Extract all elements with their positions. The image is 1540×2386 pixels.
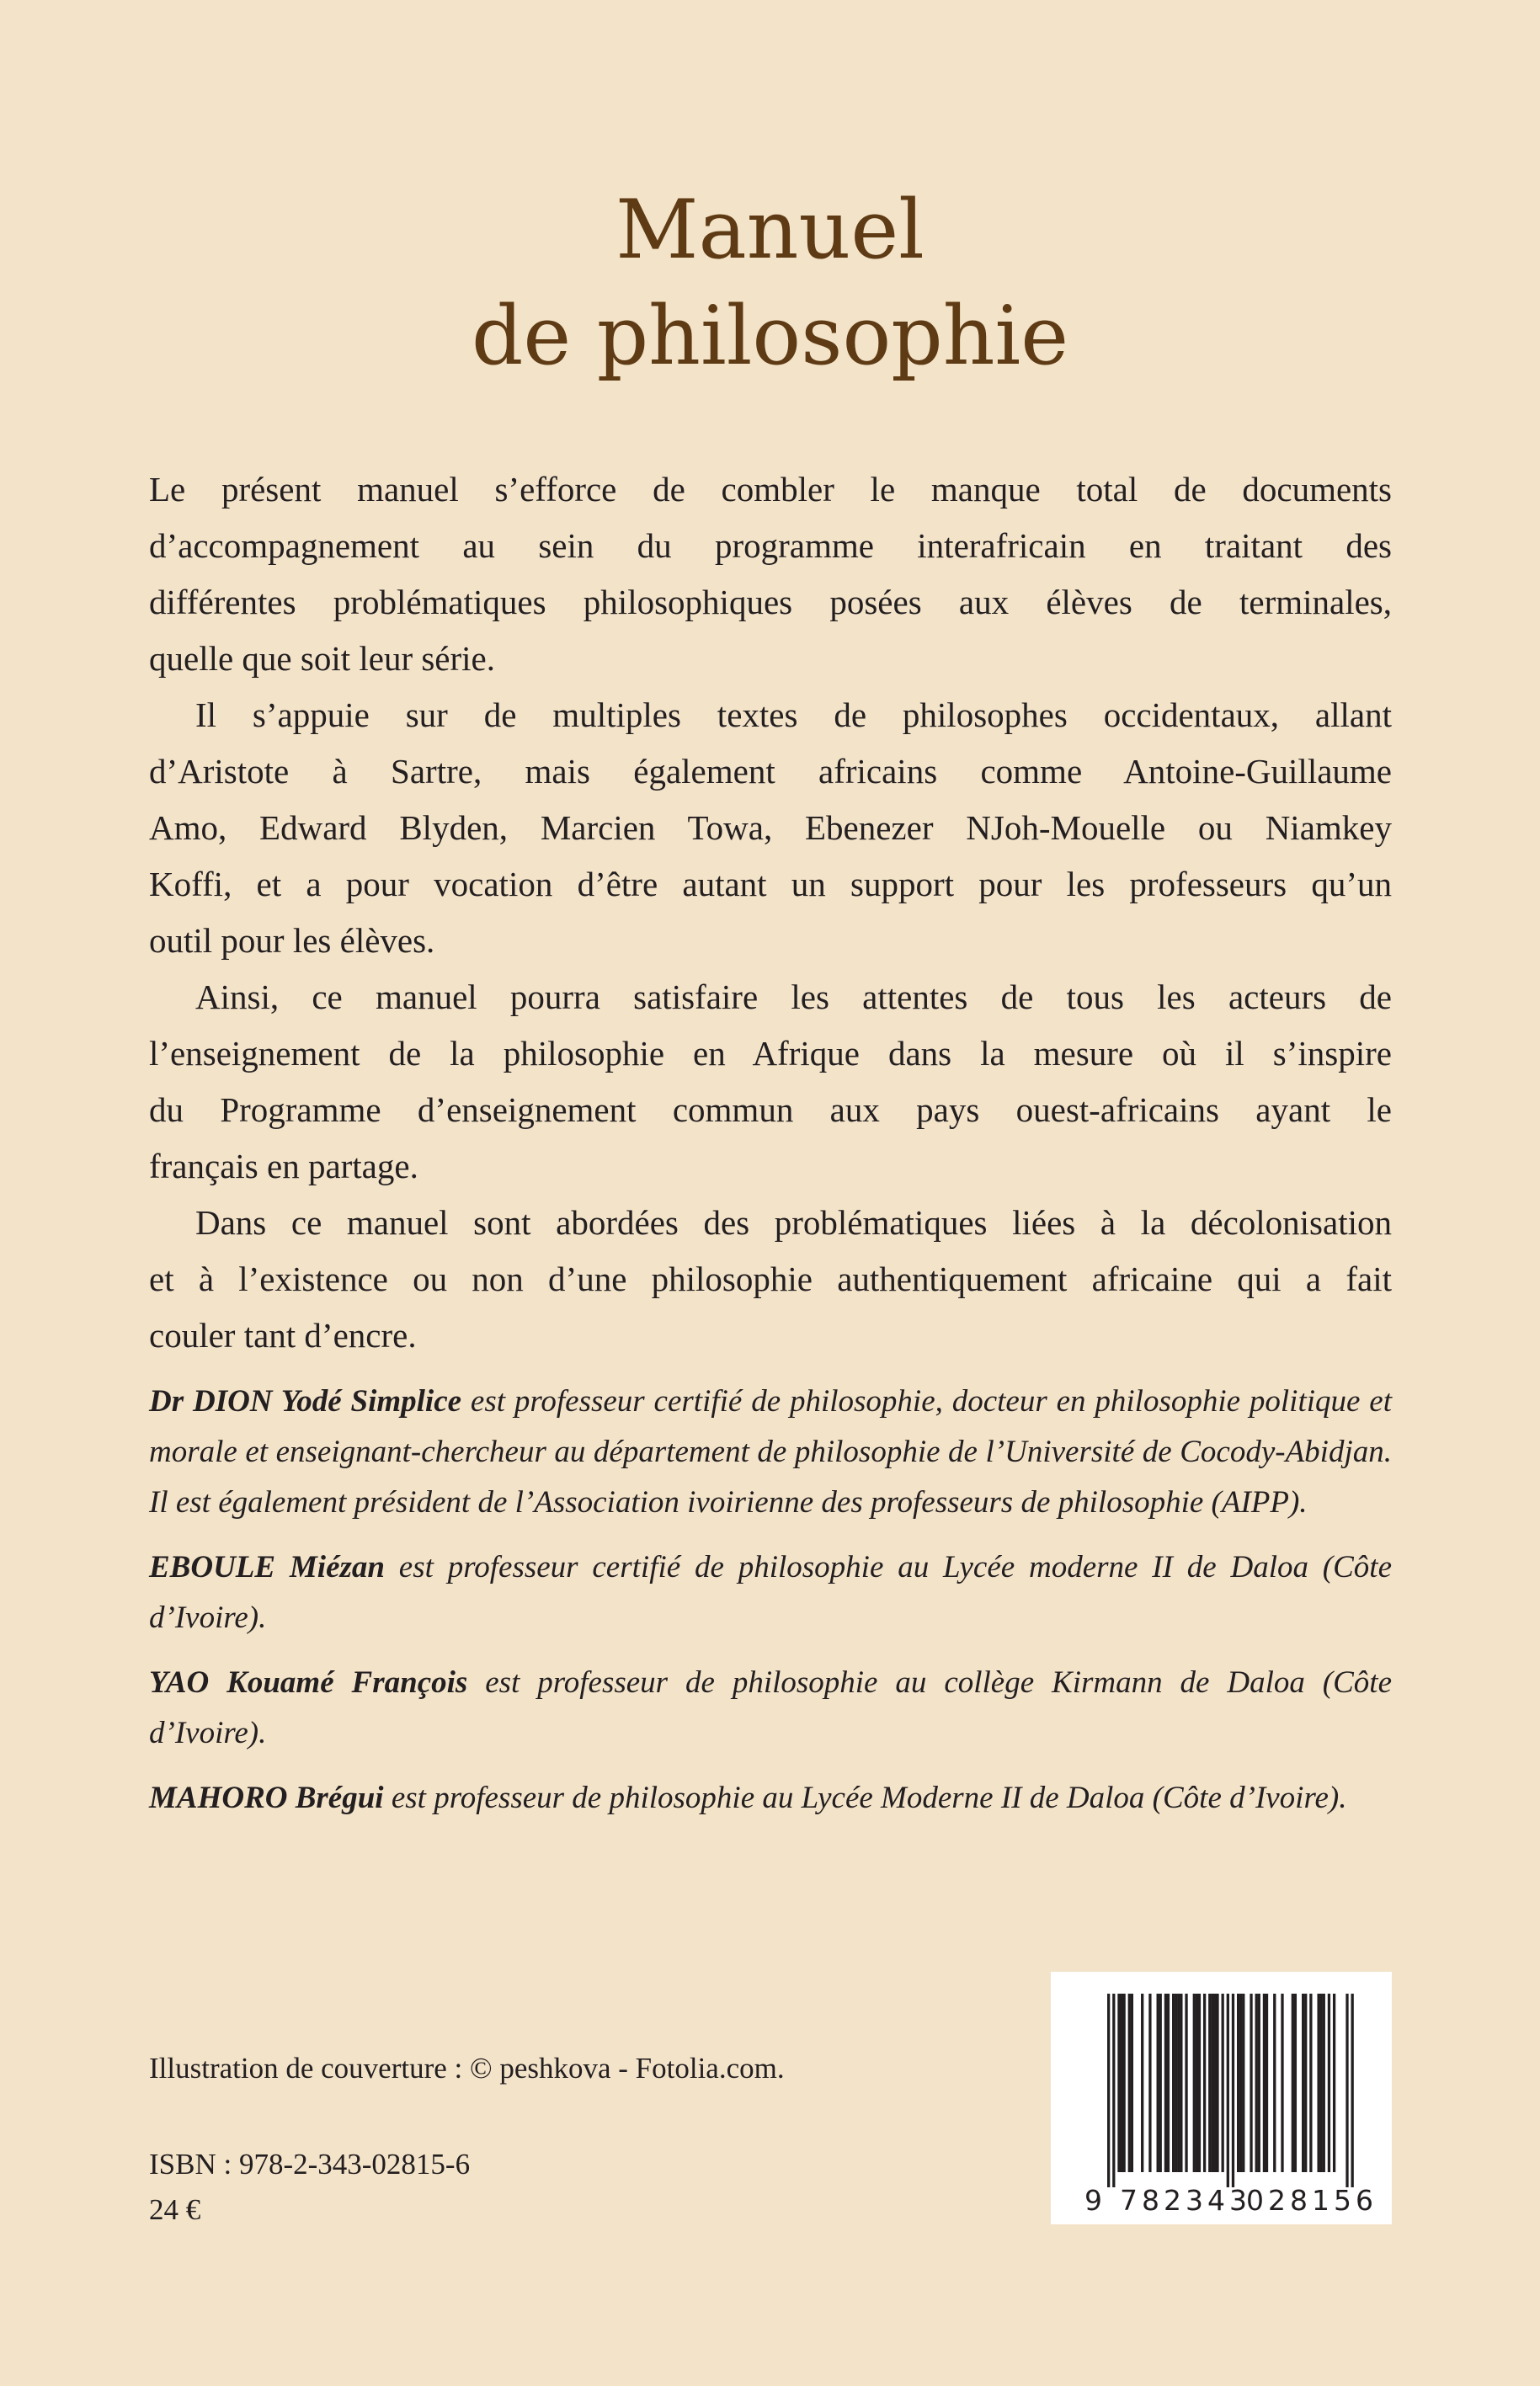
author-bio [149,1773,1392,1824]
barcode-bar [1309,1994,1312,2172]
blurb [149,461,1392,1364]
blurb-line: Koffi, et a pour vocation d’être autant un support pour les professeurs qu’un [149,865,1392,903]
blurb-line: d’Aristote à Sartre, mais également africains comme Antoine-Guillaume [149,752,1392,791]
barcode-bar [1112,1994,1115,2187]
barcode-bar [1317,1994,1319,2172]
barcode-bar [1167,1994,1170,2172]
barcode-bar [1266,1994,1268,2172]
book-title [0,177,1540,389]
barcode-bar [1232,1994,1234,2187]
blurb-line: différentes problématiques philosophiques posées aux élèves de terminales, [149,583,1392,621]
author-name: YAO Kouamé François [149,1665,468,1700]
blurb-line: d’accompagnement au sein du programme interafricain en traitant des [149,526,1392,565]
barcode-bar [1208,1994,1211,2172]
barcode-bar [1320,1994,1323,2172]
author-name: MAHORO Brégui [149,1781,384,1815]
barcode-bar [1302,1994,1304,2172]
barcode-bar [1213,1994,1216,2172]
barcode-bar [1172,1994,1175,2172]
title-line-2: de philosophie [471,289,1069,383]
barcode-bar [1242,1994,1244,2172]
author-bio [149,1377,1392,1528]
author-name: Dr DION Yodé Simplice [149,1384,462,1419]
barcode-bar [1304,1994,1307,2172]
barcode-bar [1185,1994,1187,2172]
blurb-line: outil pour les élèves. [149,921,435,960]
barcode-bar [1122,1994,1125,2172]
barcode-bar [1250,1994,1252,2172]
barcode-bar [1294,1994,1297,2172]
isbn: ISBN : 978-2-343-02815-6 [149,2148,471,2181]
barcode-bar [1128,1994,1131,2172]
barcode-bar [1117,1994,1120,2172]
author-description: est professeur de philosophie au Lycée Moderne II de Daloa (Côte d’Ivoire). [383,1781,1347,1815]
barcode-digits: 782343 [1120,2184,1251,2217]
author-description: est professeur certifié de philosophie, docteur en philosophie politique et morale et enseignant-chercheur au département de philosophie de l’Université de Cocody-Abidjan. Il est également président de l’Association ivoirienne des professeurs de philosophie (AIPP). [149,1384,1392,1520]
blurb-line: du Programme d’enseignement commun aux pays ouest-africains ayant le [149,1090,1392,1129]
barcode-bar [1141,1994,1143,2172]
barcode-bar [1157,1994,1159,2172]
barcode-bar [1148,1994,1151,2172]
blurb-line: et à l’existence ou non d’une philosophie authentiquement africaine qui a fait [149,1260,1392,1298]
barcode-bar [1131,1994,1133,2172]
author-name: EBOULE Miézan [149,1550,385,1584]
blurb-line: Amo, Edward Blyden, Marcien Towa, Ebenezer NJoh-Mouelle ou Niamkey [149,808,1392,847]
title-line-1: Manuel [615,183,925,277]
barcode-bar [1222,1994,1224,2172]
barcode-bar [1193,1994,1196,2172]
barcode-bar [1346,1994,1348,2187]
barcode-bar [1292,1994,1294,2172]
blurb-line: Le présent manuel s’efforce de combler le manque total de documents [149,470,1392,509]
barcode-bar [1211,1994,1213,2172]
barcode-bar [1263,1994,1266,2172]
blurb-line: Ainsi, ce manuel pourra satisfaire les attentes de tous les acteurs de [195,977,1392,1016]
barcode-bar [1351,1994,1354,2187]
barcode-bar [1203,1994,1206,2172]
author-description: est professeur de philosophie au collège Kirmann de Daloa (Côte d’Ivoire). [149,1665,1392,1750]
blurb-line: quelle que soit leur série. [149,639,496,678]
barcode-bar [1180,1994,1182,2172]
barcode-bar [1175,1994,1177,2172]
author-bio [149,1542,1392,1643]
barcode-digits: 028156 [1246,2184,1377,2217]
barcode-bar [1120,1994,1122,2172]
barcode-bar [1333,1994,1335,2172]
barcode-bar [1216,1994,1218,2172]
barcode-bar [1255,1994,1258,2172]
blurb-line: français en partage. [149,1147,418,1185]
blurb-line: couler tant d’encre. [149,1316,417,1355]
author-bio [149,1658,1392,1759]
barcode-bar [1159,1994,1162,2172]
blurb-line: l’enseignement de la philosophie en Afrique dans la mesure où il s’inspire [149,1034,1392,1073]
barcode-digits: 9 [1084,2184,1106,2217]
price: 24 € [149,2193,201,2226]
barcode-bar [1177,1994,1180,2172]
barcode-bar [1107,1994,1110,2187]
barcode-bar [1196,1994,1198,2172]
author-bios [149,1377,1392,1838]
barcode [1051,1972,1392,2224]
barcode-bar [1239,1994,1242,2172]
blurb-line: Il s’appuie sur de multiples textes de philosophes occidentaux, allant [195,695,1392,734]
barcode-bar [1323,1994,1325,2172]
barcode-bar [1328,1994,1330,2172]
illustration-credit: Illustration de couverture : © peshkova - Fotolia.com. [149,2052,785,2085]
barcode-bar [1164,1994,1167,2172]
barcode-bar [1281,1994,1283,2172]
barcode-bar [1273,1994,1276,2172]
barcode-bar [1198,1994,1201,2172]
barcode-bar [1237,1994,1239,2172]
barcode-bars [1051,1972,1392,2224]
barcode-bar [1227,1994,1229,2187]
author-description: est professeur certifié de philosophie au Lycée moderne II de Daloa (Côte d’Ivoire). [149,1550,1393,1635]
barcode-bar [1258,1994,1260,2172]
blurb-line: Dans ce manuel sont abordées des problématiques liées à la décolonisation [195,1203,1392,1242]
